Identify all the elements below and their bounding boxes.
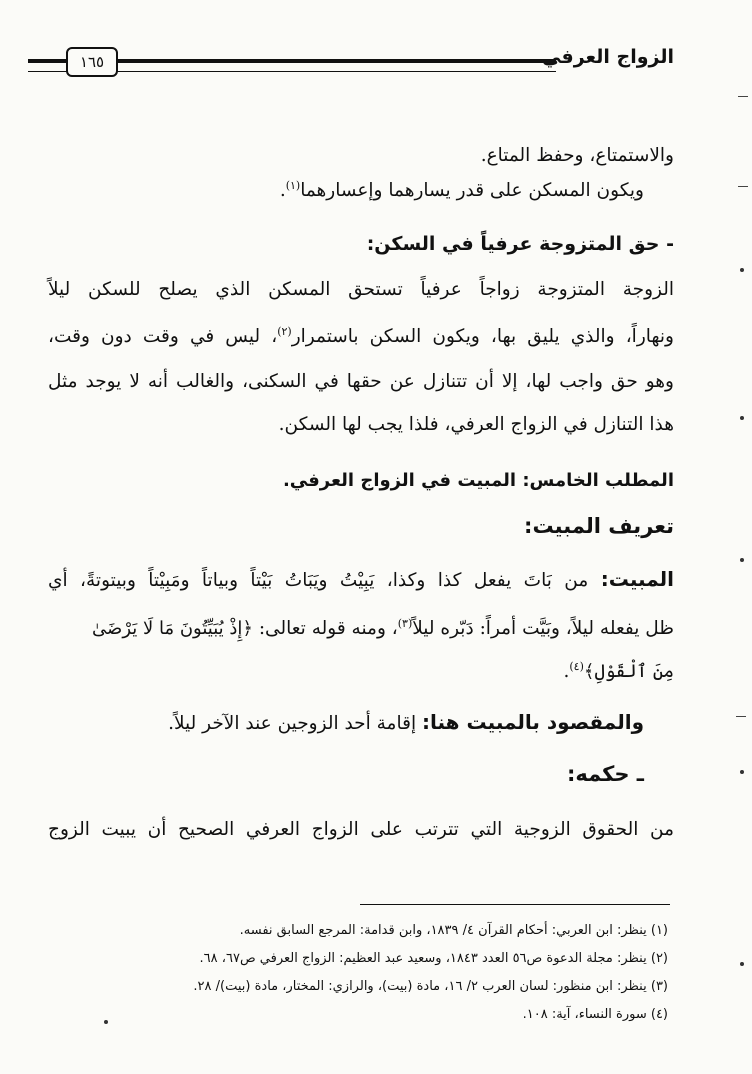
para1-line-3: وهو حق واجب لها، إلا أن تتنازل عن حقها في السكنى، والغالب أنه لا يوجد مثل [48,371,674,392]
page-number: ١٦٥ [66,47,118,77]
heading-definition: تعريف المبيت: [524,514,674,538]
margin-dot [740,416,744,420]
section-heading-housing: - حق المتزوجة عرفياً في السكن: [366,233,674,255]
meaning-term: والمقصود بالمبيت هنا: [421,710,644,734]
quran-verse-part-1: ﴿إِذْ يُبَيِّتُونَ مَا لَا يَرْضَىٰ [92,618,253,639]
para1-line-2-a: ونهاراً، والذي يليق بها، ويكون السكن باستمرار [291,326,674,347]
definition-term: المبيت: [600,567,674,591]
definition-line-3 [563,658,674,686]
footnote-3: (٣) ينظر: ابن منظور: لسان العرب ٢/ ١٦، مادة (بيت)، والرازي: المختار، مادة (بيت)/ ٢٨. [193,979,668,994]
definition-line-2-b: ، ومنه قوله تعالى: [258,618,398,639]
footnote-2: (٢) ينظر: مجلة الدعوة ص٥٦ العدد ١٨٤٣، وسعيد عبد العظيم: الزواج العرفي ص٦٧، ٦٨. [199,951,668,966]
para1-line-1: الزوجة المتزوجة زواجاً عرفياً تستحق المسكن الذي يصلح للسكن ليلاً [48,279,674,300]
heading-ruling: ـ حكمه: [566,762,644,786]
margin-dot [740,770,744,774]
footnote-rule [360,904,670,905]
margin-dot [740,962,744,966]
body-line-1: والاستمتاع، وحفظ المتاع. [480,145,674,166]
definition-line-1 [48,565,674,595]
body-line-2 [280,177,644,205]
footnote-ref-3: (٣) [397,616,413,630]
margin-dot [104,1020,108,1024]
definition-line-1-text: من بَاتَ يفعل كذا وكذا، يَبِيْتُ ويَبَاتُ بَيْتاً وبياتاً ومَبِيْتاً وبيتوتةً، أي [48,570,589,591]
running-title: الزواج العرفي [542,46,674,68]
para1-line-4: هذا التنازل في الزواج العرفي، فلذا يجب لها السكن. [278,414,674,435]
meaning-line [168,708,644,738]
definition-line-3-end: . [563,661,570,682]
margin-mark [738,96,748,97]
footnote-ref-1: (١) [285,178,301,192]
footnote-4: (٤) سورة النساء، آية: ١٠٨. [522,1007,668,1022]
para1-line-2 [48,323,674,351]
footnote-ref-4: (٤) [569,659,584,673]
margin-mark [736,716,746,717]
margin-dot [740,268,744,272]
para1-line-2-b: ، ليس في وقت دون وقت، [48,326,278,347]
section-heading-fifth: المطلب الخامس: المبيت في الزواج العرفي. [282,470,674,491]
definition-line-2 [92,615,674,643]
header-rule-left [28,59,70,72]
footnote-ref-2: (٢) [277,324,292,338]
footnote-1: (١) ينظر: ابن العربي: أحكام القرآن ٤/ ١٨٣٩، وابن قدامة: المرجع السابق نفسه. [239,923,668,938]
body-line-2-end: . [279,180,286,201]
definition-line-2-a: ظل يفعله ليلاً، وبَيَّت أمراً: دَبّره ليلاً [412,618,674,639]
quran-verse-part-2: مِنَ ٱلْقَوْلِ﴾ [583,661,674,682]
body-line-2-text: ويكون المسكن على قدر يسارهما وإعسارهما [300,180,644,201]
margin-mark [738,186,748,187]
ruling-line-1: من الحقوق الزوجية التي تترتب على الزواج العرفي الصحيح أن يبيت الزوج [48,819,674,840]
header-rule [112,59,556,72]
margin-dot [740,558,744,562]
meaning-text: إقامة أحد الزوجين عند الآخر ليلاً. [168,713,417,734]
